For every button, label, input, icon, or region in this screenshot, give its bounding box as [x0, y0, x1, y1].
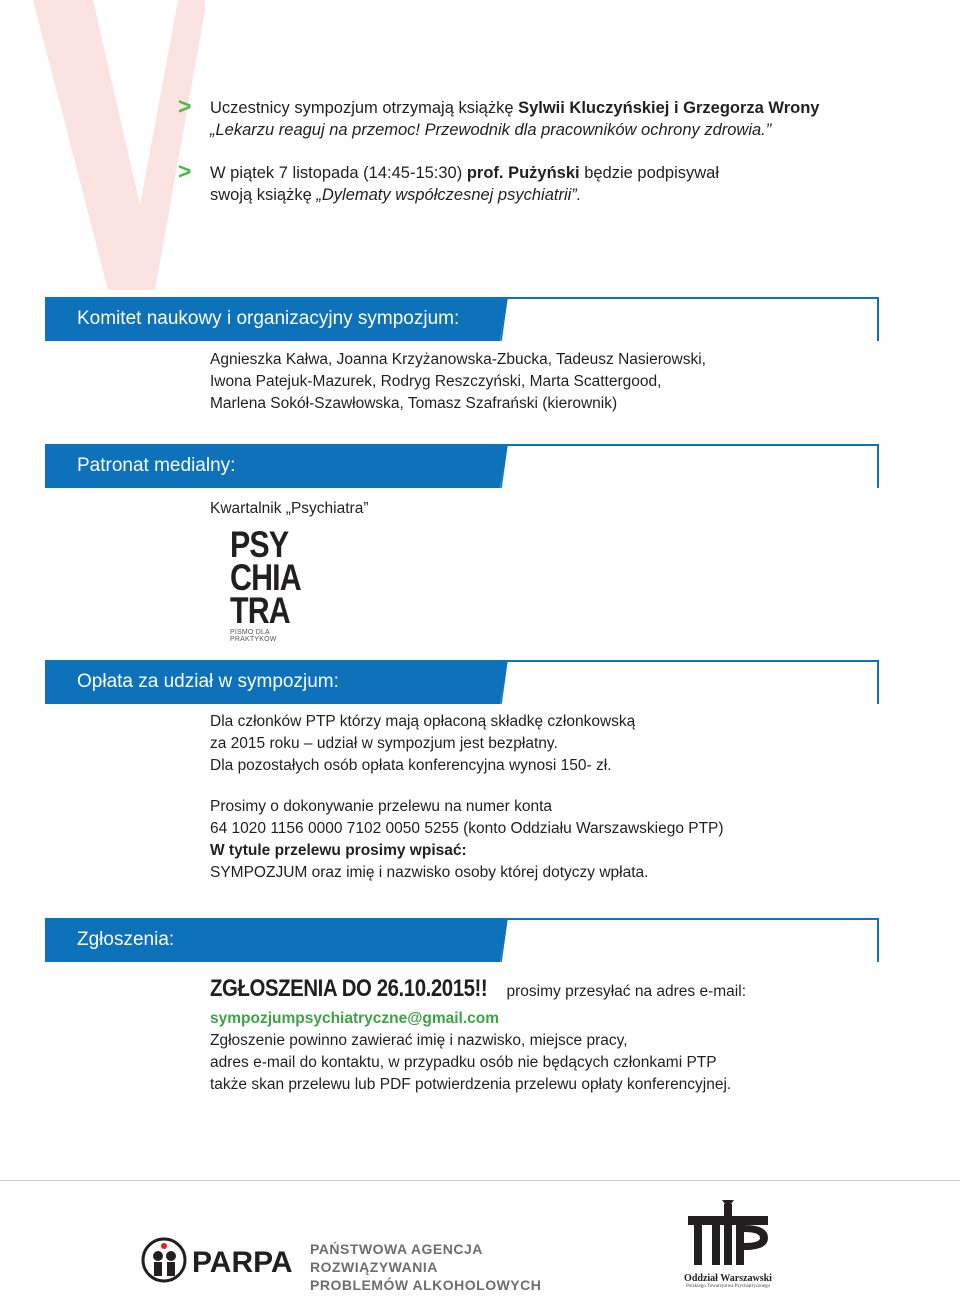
parpa-name-line: PROBLEMÓW ALKOHOLOWYCH	[310, 1277, 542, 1293]
payment-line: Prosimy o dokonywanie przelewu na numer konta	[210, 798, 553, 815]
section-header-media	[45, 444, 880, 488]
intro-1-text: Uczestnicy sympozjum otrzymają książkę	[210, 99, 519, 117]
intro-1-authors: Sylwii Kluczyńskiej i Grzegorza Wrony	[518, 99, 820, 117]
section-header-decor	[45, 297, 880, 341]
parpa-logo	[140, 1232, 600, 1293]
section-title-media: Patronat medialny:	[45, 444, 500, 488]
decorative-v-letter	[0, 0, 205, 290]
fee-line: Dla pozostałych osób opłata konferencyjna wynosi 150- zł.	[210, 757, 612, 774]
ptp-emblem-icon	[682, 1198, 774, 1268]
payment-title-label: W tytule przelewu prosimy wpisać:	[210, 842, 467, 859]
payment-title-content: SYMPOZJUM oraz imię i nazwisko osoby której dotyczy wpłata.	[210, 864, 649, 881]
fee-line: Dla członków PTP którzy mają opłaconą składkę członkowską	[210, 713, 636, 730]
registration-instructions: prosimy przesyłać na adres e-mail:	[502, 983, 746, 1000]
logo-word: CHIA	[230, 557, 301, 598]
intro-2-text: W piątek 7 listopada (14:45-15:30)	[210, 164, 467, 182]
intro-bullet-2	[178, 158, 878, 206]
section-title-registration: Zgłoszenia:	[45, 918, 500, 962]
ptp-subcaption: Polskiego Towarzystwa Psychiatrycznego	[686, 1284, 770, 1289]
committee-line: Agnieszka Kałwa, Joanna Krzyżanowska-Zbucka, Tadeusz Nasierowski,	[210, 351, 706, 368]
parpa-name-line: PAŃSTWOWA AGENCJA ROZWIĄZYWANIA	[310, 1241, 483, 1275]
registration-info	[210, 975, 746, 1096]
footer-divider	[0, 1180, 960, 1181]
section-header-decor	[45, 444, 880, 488]
intro-2-author: prof. Pużyński	[466, 164, 580, 182]
intro-bullet-1	[178, 93, 878, 141]
registration-line: adres e-mail do kontaktu, w przypadku osób nie będących członkami PTP	[210, 1054, 717, 1071]
media-patron-name: Kwartalnik „Psychiatra”	[210, 500, 369, 517]
intro-2-text-end: będzie podpisywał	[579, 164, 720, 182]
chevron-right-icon: >	[178, 158, 192, 184]
bank-account: 64 1020 1156 0000 7102 0050 5255 (konto Oddziału Warszawskiego PTP)	[210, 820, 724, 837]
section-header-registration	[45, 918, 880, 962]
parpa-full-name	[310, 1240, 600, 1294]
ptp-logo-text: PTP	[727, 1264, 729, 1265]
logo-subtitle: PISMO DLA PRAKTYKÓW	[230, 629, 277, 643]
intro-2-book-title: „Dylematy współczesnej psychiatrii”.	[316, 186, 582, 204]
registration-line: Zgłoszenie powinno zawierać imię i nazwisko, miejsce pracy,	[210, 1032, 628, 1049]
section-header-committee	[45, 297, 880, 341]
committee-members	[210, 349, 706, 415]
psychiatra-logo	[230, 524, 310, 643]
registration-deadline: ZGŁOSZENIA DO 26.10.2015!!	[210, 975, 488, 1002]
ptp-logo	[682, 1198, 774, 1294]
intro-2-line2: swoją książkę	[210, 186, 317, 204]
fee-line: za 2015 roku – udział w sympozjum jest bezpłatny.	[210, 735, 558, 752]
registration-email-link[interactable]: sympozjumpsychiatryczne@gmail.com	[210, 1010, 500, 1027]
committee-line: Iwona Patejuk-Mazurek, Rodryg Reszczyński, Marta Scattergood,	[210, 373, 662, 390]
ptp-caption: Oddział Warszawski	[684, 1273, 772, 1284]
section-header-fee	[45, 660, 880, 704]
logo-word: TRA	[230, 590, 290, 631]
committee-line: Marlena Sokół-Szawłowska, Tomasz Szafrański (kierownik)	[210, 395, 618, 412]
section-header-decor	[45, 660, 880, 704]
parpa-logo-text: PARPA	[192, 1246, 293, 1279]
section-title-committee: Komitet naukowy i organizacyjny sympozjum:	[45, 297, 500, 341]
registration-line: także skan przelewu lub PDF potwierdzenia przelewu opłaty konferencyjnej.	[210, 1076, 732, 1093]
logo-word: PSY	[230, 524, 289, 565]
section-header-decor	[45, 918, 880, 962]
section-title-fee: Opłata za udział w sympozjum:	[45, 660, 500, 704]
chevron-right-icon: >	[178, 93, 192, 119]
parpa-emblem-icon	[140, 1232, 305, 1288]
fee-info	[210, 711, 635, 777]
payment-info	[210, 796, 724, 884]
intro-1-book-title: „Lekarzu reaguj na przemoc! Przewodnik dla pracowników ochrony zdrowia.”	[210, 121, 772, 139]
